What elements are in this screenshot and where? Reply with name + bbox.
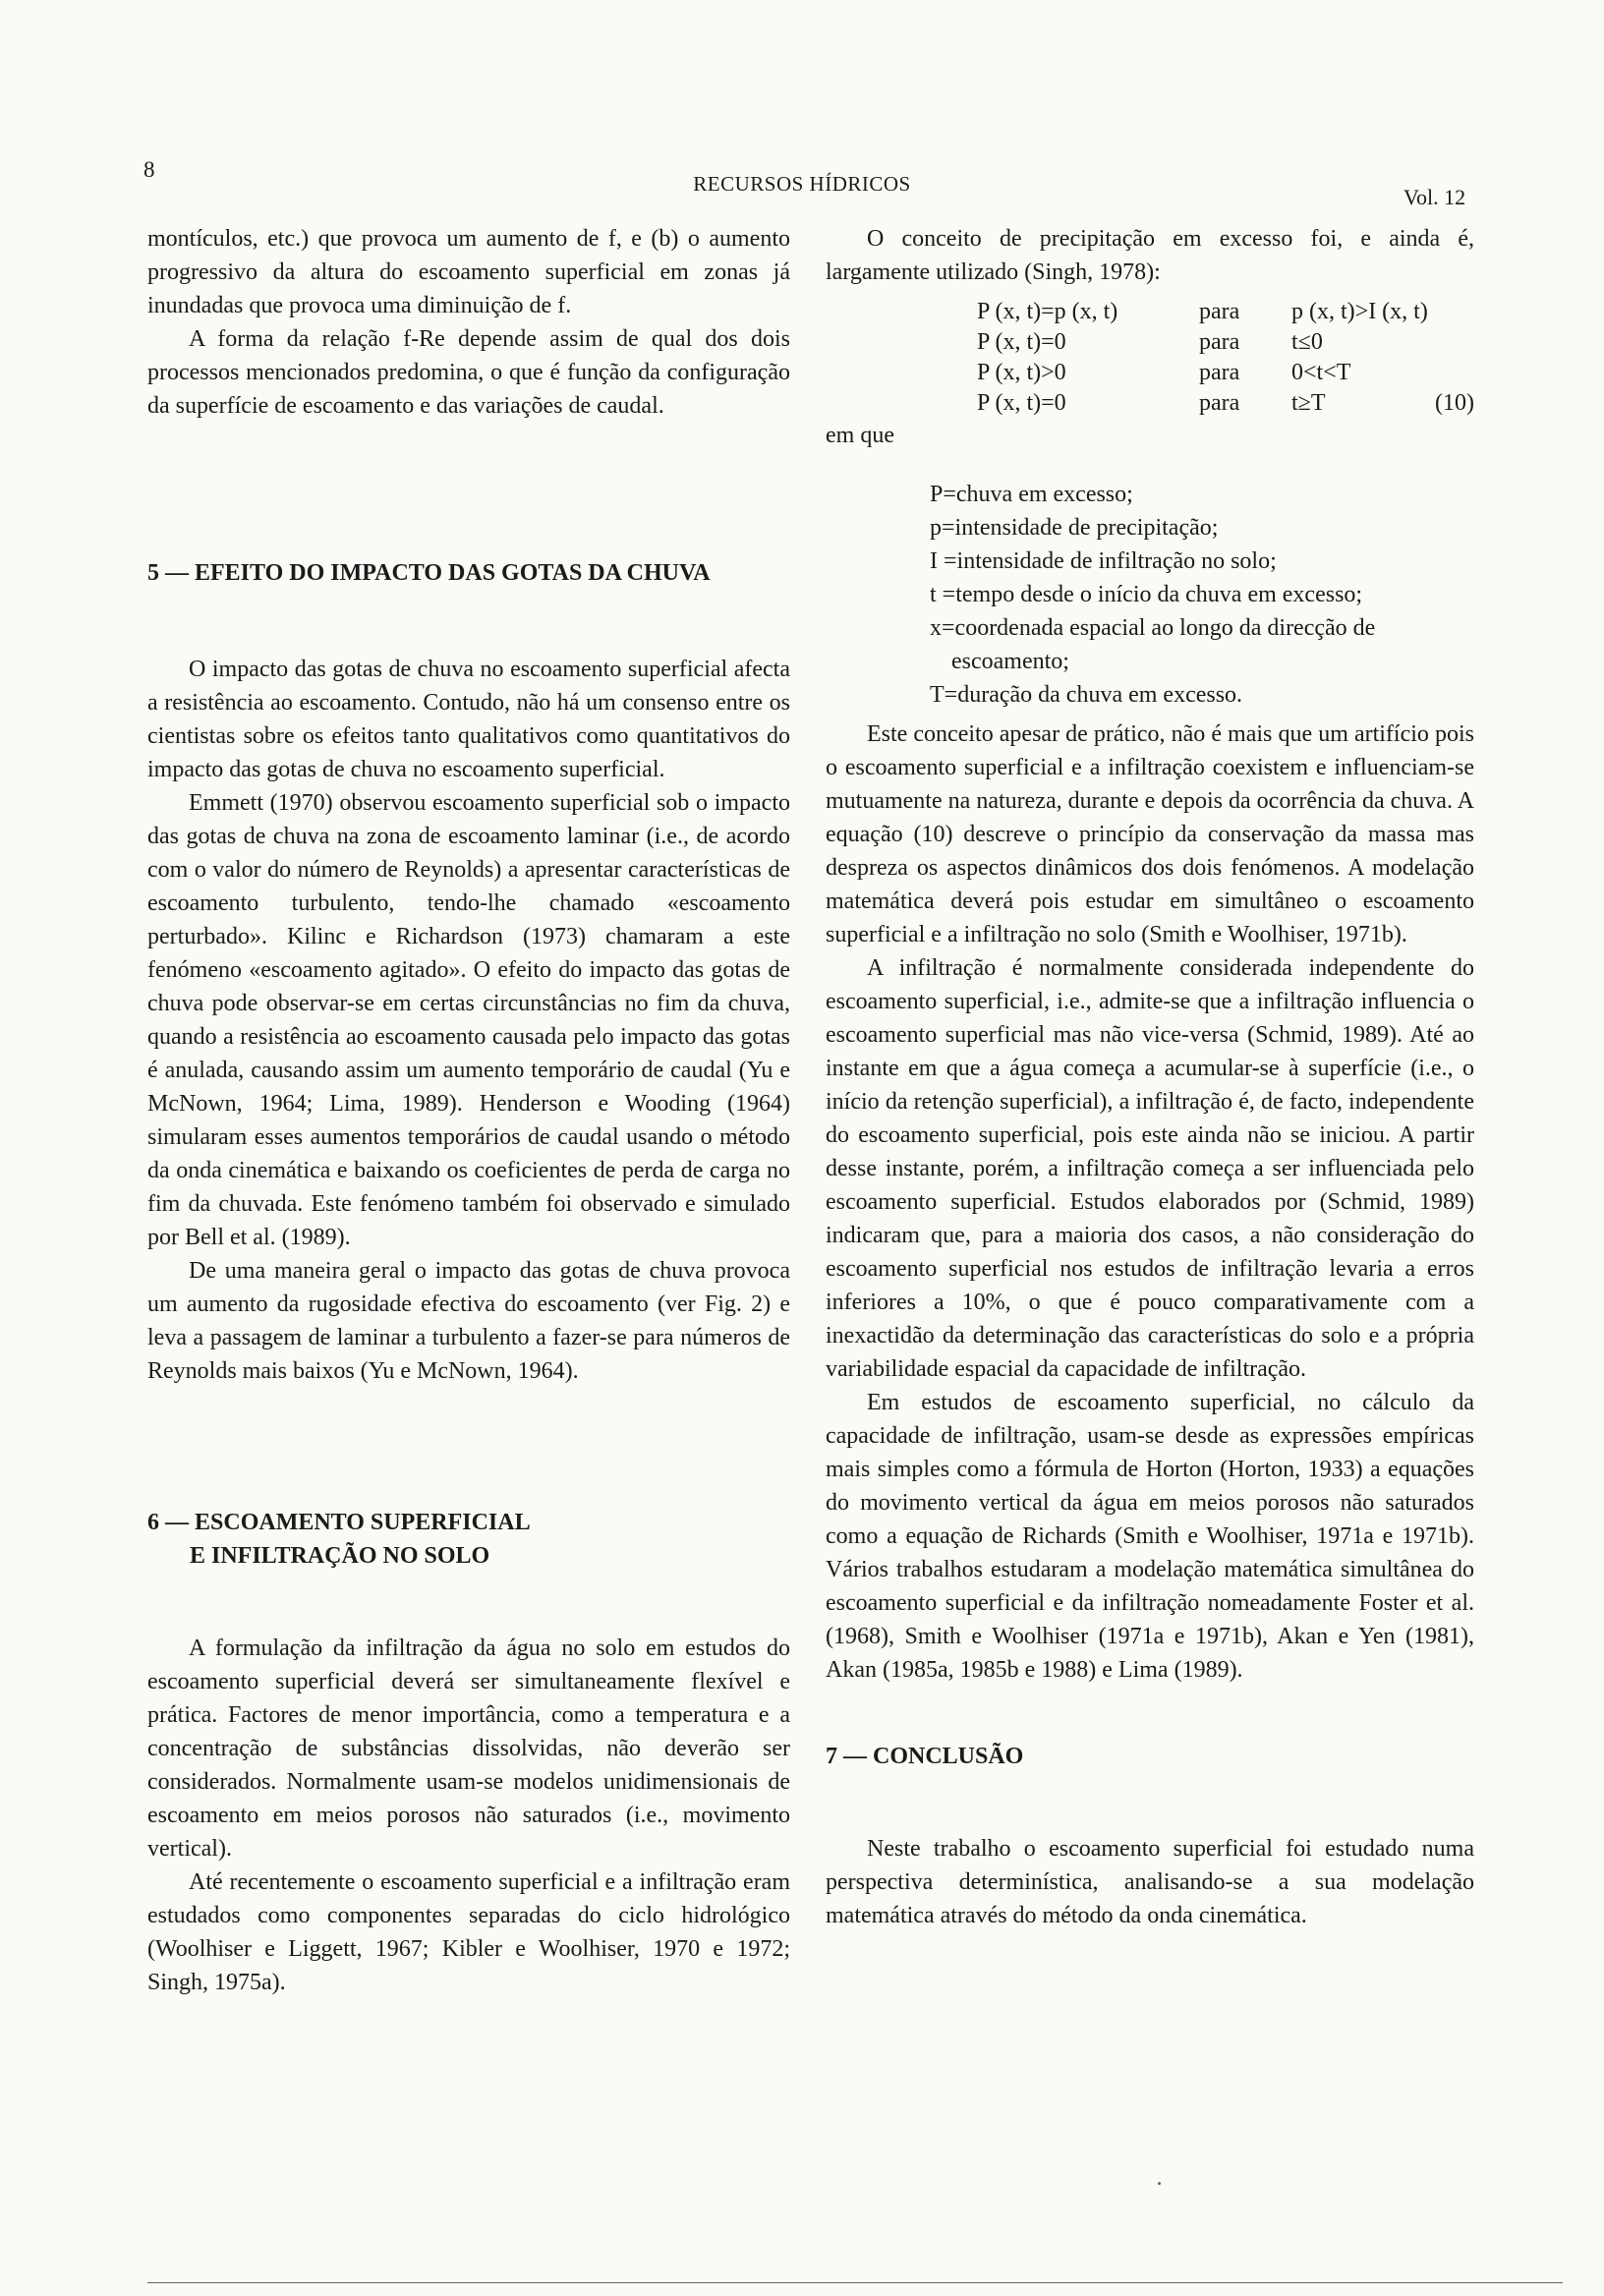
equation-row [977, 358, 1474, 388]
equation-condition: p (x, t)>I (x, t) [1291, 299, 1428, 324]
right-column [826, 222, 1474, 1932]
scan-speck [1158, 2182, 1161, 2185]
section-heading-7: 7 — CONCLUSÃO [826, 1744, 1024, 1769]
paragraph: O impacto das gotas de chuva no escoamento superficial afecta a resistência ao escoamento. Contudo, não há um consenso entre os cientistas sobre os efeitos tanto qualitativos como quantitativos do impacto das gotas de chuva no escoamento superficial. [147, 657, 790, 782]
definition-item: I =intensidade de infiltração no solo; [930, 548, 1277, 574]
definition-item: x=coordenada espacial ao longo da direcção de escoamento; [930, 615, 1376, 674]
paragraph: Até recentemente o escoamento superficial e a infiltração eram estudados como componentes separadas do ciclo hidrológico (Woolhiser e Liggett, 1967; Kibler e Woolhiser, 1970 e 1972; Singh, 1975a). [147, 1869, 790, 1995]
equation-row [977, 297, 1474, 327]
equation-10 [977, 297, 1474, 419]
equation-word: para [1199, 299, 1240, 324]
paragraph: A formulação da infiltração da água no solo em estudos do escoamento superficial deverá ser simultaneamente flexível e prática. Factores de menor importância, como a temperatura e a concentração de substâncias dissolvidas, não deverão ser considerados. Normalmente usam-se modelos unidimensionais de escoamento em meios porosos não saturados (i.e., movimento vertical). [147, 1636, 790, 1862]
section-heading-6-line2: E INFILTRAÇÃO NO SOLO [190, 1543, 490, 1569]
definition-item: T=duração da chuva em excesso. [930, 682, 1243, 708]
paragraph: montículos, etc.) que provoca um aumento de f, e (b) o aumento progressivo da altura do escoamento superficial em zonas já inundadas que provoca uma diminuição de f. [147, 226, 790, 318]
equation-word: para [1199, 360, 1240, 385]
paragraph: A infiltração é normalmente considerada independente do escoamento superficial, i.e., admite-se que a infiltração influencia o escoamento superficial mas não vice-versa (Schmid, 1989). Até ao instante em que a água começa a acumular-se à superfície (i.e., o início da retenção superficial), a infiltração é, de facto, independente do escoamento superficial, pois este ainda não se iniciou. A partir desse instante, porém, a infiltração começa a ser influenciada pelo escoamento superficial. Estudos elaborados por (Schmid, 1989) indicaram que, para a maioria dos casos, a não consideração do escoamento superficial nos estudos de infiltração levaria a erros inferiores a 10%, o que é pouco comparativamente com a inexactidão da determinação das características do solo e a própria variabilidade espacial da capacidade de infiltração. [826, 955, 1474, 1382]
equation-word: para [1199, 329, 1240, 355]
paragraph: Este conceito apesar de prático, não é mais que um artifício pois o escoamento superficial e a infiltração coexistem e influenciam-se mutuamente na natureza, durante e depois da ocorrência da chuva. A equação (10) descreve o princípio da conservação da massa mas despreza os aspectos dinâmicos dos dois fenómenos. A modelação matemática deverá pois estudar em simultâneo o escoamento superficial e a infiltração no solo (Smith e Woolhiser, 1971b). [826, 721, 1474, 947]
page-bottom-edge [147, 2282, 1563, 2283]
definition-item: P=chuva em excesso; [930, 482, 1133, 507]
page-number: 8 [143, 157, 155, 182]
variable-definitions [930, 478, 1474, 712]
equation-lhs: P (x, t)=0 [977, 390, 1066, 416]
equation-condition: t≤0 [1291, 329, 1323, 355]
equation-number [1433, 327, 1474, 358]
em-que-label: em que [826, 423, 894, 448]
equation-number: (10) [1435, 390, 1474, 416]
definition-item: t =tempo desde o início da chuva em excesso; [930, 582, 1363, 607]
equation-number [1433, 297, 1474, 327]
paragraph: O conceito de precipitação em excesso foi, e ainda é, largamente utilizado (Singh, 1978): [826, 226, 1474, 285]
paragraph: Neste trabalho o escoamento superficial foi estudado numa perspectiva determinística, analisando-se a sua modelação matemática através do método da onda cinemática. [826, 1836, 1474, 1928]
equation-lhs: P (x, t)=0 [977, 329, 1066, 355]
equation-row [977, 388, 1474, 419]
equation-lhs: P (x, t)=p (x, t) [977, 299, 1118, 324]
paragraph: A forma da relação f-Re depende assim de qual dos dois processos mencionados predomina, o que é função da configuração da superfície de escoamento e das variações de caudal. [147, 326, 790, 419]
volume-label: Vol. 12 [1404, 185, 1466, 209]
equation-condition: 0<t<T [1291, 360, 1351, 385]
equation-condition: t≥T [1291, 390, 1326, 416]
equation-number [1433, 358, 1474, 388]
paragraph: Emmett (1970) observou escoamento superficial sob o impacto das gotas de chuva na zona de escoamento laminar (i.e., de acordo com o valor do número de Reynolds) a apresentar características de escoamento turbulento, tendo-lhe chamado «escoamento perturbado». Kilinc e Richardson (1973) chamaram a este fenómeno «escoamento agitado». O efeito do impacto das gotas de chuva pode observar-se em certas circunstâncias no fim da chuva, quando a resistência ao escoamento causada pelo impacto das gotas é anulada, causando assim um aumento temporário de caudal (Yu e McNown, 1964; Lima, 1989). Henderson e Wooding (1964) simularam esses aumentos temporários de caudal usando o método da onda cinemática e baixando os coeficientes de perda de carga no fim da chuvada. Este fenómeno também foi observado e simulado por Bell et al. (1989). [147, 790, 790, 1250]
equation-row [977, 327, 1474, 358]
section-heading-6: 6 — ESCOAMENTO SUPERFICIAL [147, 1510, 531, 1535]
paragraph: Em estudos de escoamento superficial, no cálculo da capacidade de infiltração, usam-se desde as expressões empíricas mais simples como a fórmula de Horton (Horton, 1933) a equações do movimento vertical da água em meios porosos não saturados como a equação de Richards (Smith e Woolhiser, 1971a e 1971b). Vários trabalhos estudaram a modelação matemática simultânea do escoamento superficial e da infiltração nomeadamente Foster et al. (1968), Smith e Woolhiser (1971a e 1971b), Akan e Yen (1981), Akan (1985a, 1985b e 1988) e Lima (1989). [826, 1390, 1474, 1683]
equation-lhs: P (x, t)>0 [977, 360, 1066, 385]
definition-item: p=intensidade de precipitação; [930, 515, 1219, 541]
equation-word: para [1199, 390, 1240, 416]
paragraph: De uma maneira geral o impacto das gotas de chuva provoca um aumento da rugosidade efectiva do escoamento (ver Fig. 2) e leva a passagem de laminar a turbulento a fazer-se para números de Reynolds mais baixos (Yu e McNown, 1964). [147, 1258, 790, 1384]
left-column [147, 222, 790, 1999]
section-heading-5: 5 — EFEITO DO IMPACTO DAS GOTAS DA CHUVA [147, 560, 711, 586]
running-header: RECURSOS HÍDRICOS [693, 172, 911, 196]
